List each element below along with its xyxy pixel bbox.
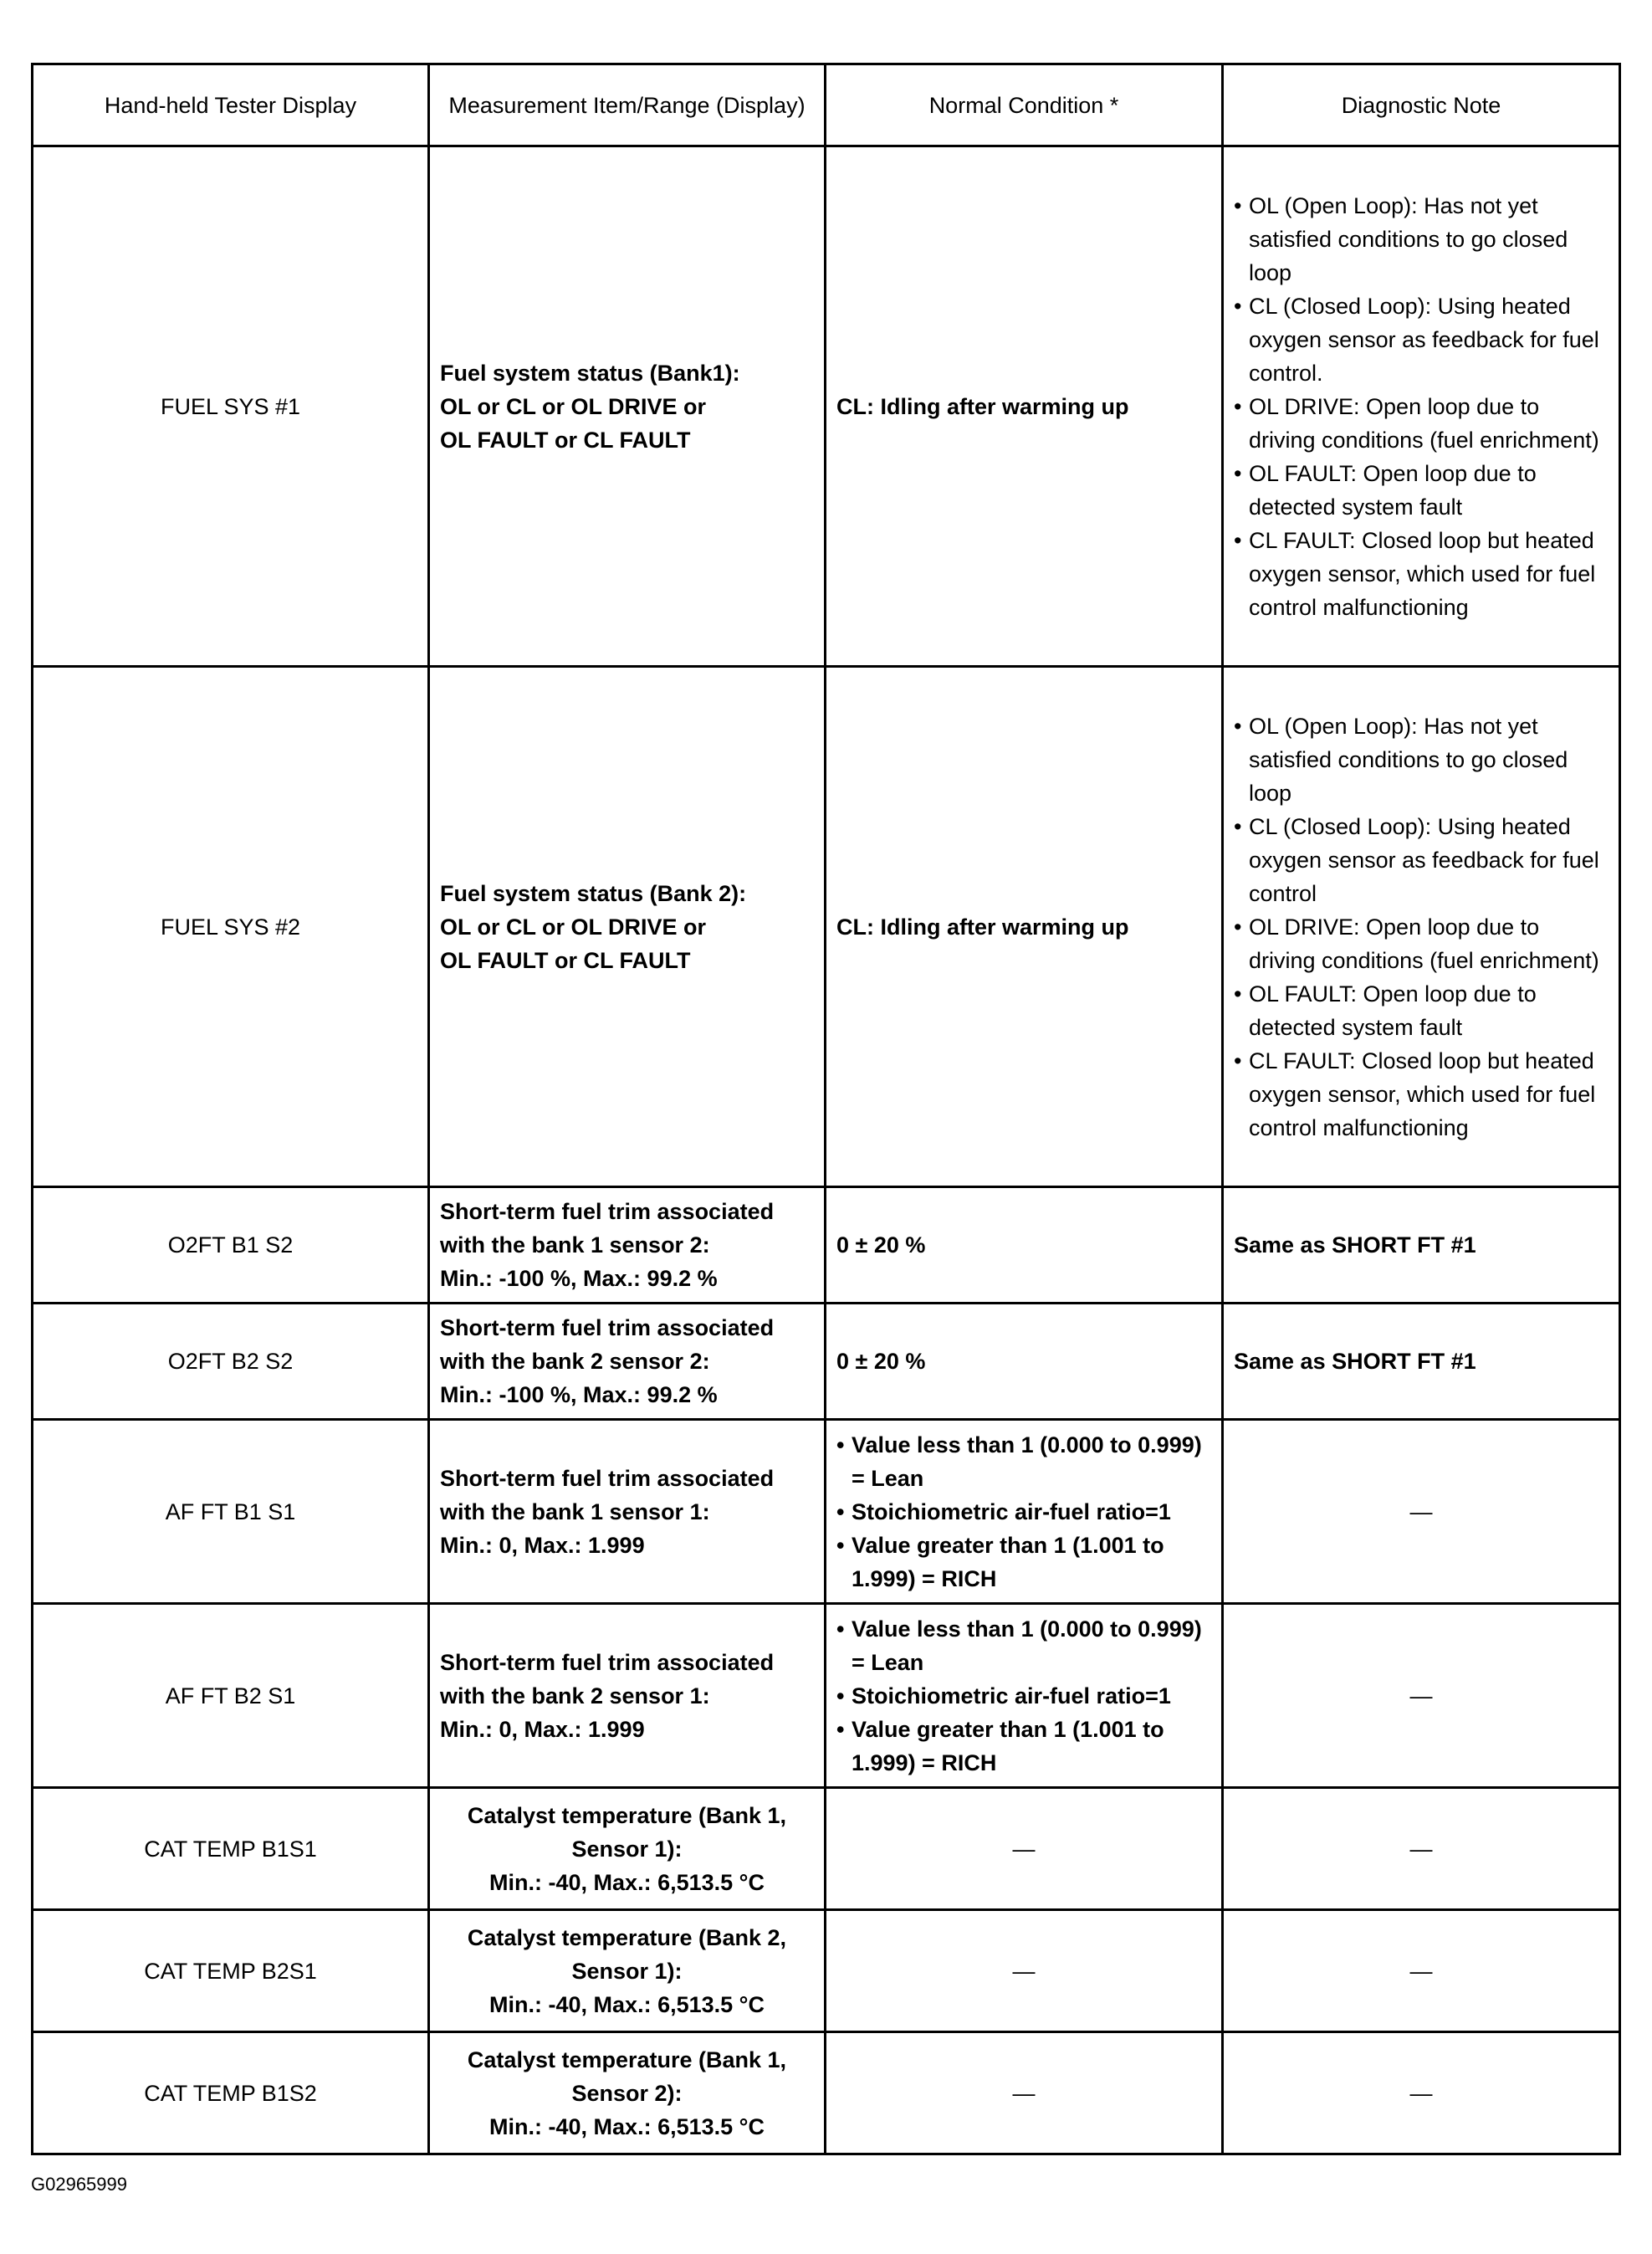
measurement-line: with the bank 2 sensor 1: (440, 1683, 710, 1708)
normal-condition-cell: CL: Idling after warming up (826, 146, 1223, 667)
measurement-line: OL FAULT or CL FAULT (440, 427, 691, 453)
tester-display-cell: FUEL SYS #2 (33, 667, 429, 1187)
measurement-line: Sensor 1): (571, 1958, 683, 1984)
table-row (33, 1187, 1620, 1304)
normal-condition-cell: — (826, 2032, 1223, 2154)
table-row (33, 1604, 1620, 1788)
note-item: • CL (Closed Loop): Using heated oxygen sensor as feedback for fuel control (1234, 810, 1609, 910)
measurement-line: Short-term fuel trim associated (440, 1649, 775, 1675)
note-item: • OL DRIVE: Open loop due to driving conditions (fuel enrichment) (1234, 390, 1609, 457)
condition-item: • Value less than 1 (0.000 to 0.999) = Lean (836, 1428, 1211, 1495)
note-item: • OL DRIVE: Open loop due to driving conditions (fuel enrichment) (1234, 910, 1609, 977)
condition-item: • Value less than 1 (0.000 to 0.999) = Lean (836, 1612, 1211, 1679)
measurement-line: with the bank 2 sensor 2: (440, 1349, 710, 1374)
measurement-cell (429, 1304, 826, 1420)
table-row (33, 667, 1620, 1187)
measurement-line: Min.: 0, Max.: 1.999 (440, 1716, 645, 1742)
condition-item: • Value greater than 1 (1.001 to 1.999) = RICH (836, 1529, 1211, 1596)
note-item: • CL (Closed Loop): Using heated oxygen sensor as feedback for fuel control. (1234, 289, 1609, 390)
measurement-line: Min.: 0, Max.: 1.999 (440, 1532, 645, 1558)
normal-condition-cell: 0 ± 20 % (826, 1304, 1223, 1420)
note-item: • CL FAULT: Closed loop but heated oxygen sensor, which used for fuel control malfunctioning (1234, 1044, 1609, 1145)
measurement-line: Short-term fuel trim associated (440, 1199, 775, 1224)
measurement-line: with the bank 1 sensor 1: (440, 1498, 710, 1524)
diagnostic-note-cell: — (1223, 2032, 1620, 2154)
tester-display-cell: CAT TEMP B1S2 (33, 2032, 429, 2154)
measurement-line: Min.: -100 %, Max.: 99.2 % (440, 1266, 718, 1291)
table-row (33, 146, 1620, 667)
normal-condition-cell (826, 1604, 1223, 1788)
tester-display-cell: O2FT B1 S2 (33, 1187, 429, 1304)
table-row (33, 1304, 1620, 1420)
measurement-cell (429, 1604, 826, 1788)
measurement-cell (429, 1420, 826, 1604)
header-normal-condition: Normal Condition * (826, 64, 1223, 146)
table-row (33, 1420, 1620, 1604)
diagnostic-note-cell: Same as SHORT FT #1 (1223, 1304, 1620, 1420)
measurement-cell (429, 2032, 826, 2154)
measurement-line: Fuel system status (Bank 2): (440, 880, 747, 906)
diagnostic-note-cell: — (1223, 1788, 1620, 1910)
measurement-line: Catalyst temperature (Bank 1, (467, 2047, 787, 2072)
note-item: • OL (Open Loop): Has not yet satisfied conditions to go closed loop (1234, 709, 1609, 810)
measurement-line: with the bank 1 sensor 2: (440, 1232, 710, 1258)
measurement-line: Short-term fuel trim associated (440, 1465, 775, 1491)
note-item: • CL FAULT: Closed loop but heated oxygen sensor, which used for fuel control malfunctioning (1234, 524, 1609, 624)
table-row (33, 1788, 1620, 1910)
tester-display-cell: AF FT B2 S1 (33, 1604, 429, 1788)
normal-condition-cell: — (826, 1788, 1223, 1910)
normal-condition-cell: — (826, 1910, 1223, 2032)
table-header-row (33, 64, 1620, 146)
measurement-cell (429, 1187, 826, 1304)
condition-item: • Stoichiometric air-fuel ratio=1 (836, 1679, 1211, 1713)
measurement-line: Min.: -40, Max.: 6,513.5 °C (489, 2113, 765, 2139)
diagnostic-note-cell: — (1223, 1420, 1620, 1604)
measurement-cell (429, 1910, 826, 2032)
condition-item: • Value greater than 1 (1.001 to 1.999) = RICH (836, 1713, 1211, 1780)
measurement-line: Min.: -40, Max.: 6,513.5 °C (489, 1869, 765, 1895)
measurement-line: Fuel system status (Bank1): (440, 360, 740, 386)
measurement-cell (429, 1788, 826, 1910)
measurement-line: Min.: -40, Max.: 6,513.5 °C (489, 1991, 765, 2017)
data-list-table (31, 63, 1621, 2155)
tester-display-cell: O2FT B2 S2 (33, 1304, 429, 1420)
diagnostic-note-cell: Same as SHORT FT #1 (1223, 1187, 1620, 1304)
measurement-cell (429, 146, 826, 667)
measurement-line: Min.: -100 %, Max.: 99.2 % (440, 1382, 718, 1407)
measurement-line: Sensor 2): (571, 2080, 683, 2106)
tester-display-cell: CAT TEMP B1S1 (33, 1788, 429, 1910)
diagnostic-note-cell: — (1223, 1604, 1620, 1788)
measurement-line: Catalyst temperature (Bank 1, (467, 1802, 787, 1828)
measurement-line: Sensor 1): (571, 1836, 683, 1862)
note-item: • OL FAULT: Open loop due to detected system fault (1234, 457, 1609, 524)
normal-condition-cell (826, 1420, 1223, 1604)
header-diagnostic-note: Diagnostic Note (1223, 64, 1620, 146)
diagnostic-note-cell (1223, 146, 1620, 667)
measurement-line: Short-term fuel trim associated (440, 1315, 775, 1340)
measurement-cell (429, 667, 826, 1187)
normal-condition-cell: CL: Idling after warming up (826, 667, 1223, 1187)
diagnostic-note-cell: — (1223, 1910, 1620, 2032)
tester-display-cell: FUEL SYS #1 (33, 146, 429, 667)
note-item: • OL (Open Loop): Has not yet satisfied conditions to go closed loop (1234, 189, 1609, 289)
table-row (33, 2032, 1620, 2154)
normal-condition-cell: 0 ± 20 % (826, 1187, 1223, 1304)
measurement-line: OL or CL or OL DRIVE or (440, 914, 707, 940)
tester-display-cell: CAT TEMP B2S1 (33, 1910, 429, 2032)
table-row (33, 1910, 1620, 2032)
condition-item: • Stoichiometric air-fuel ratio=1 (836, 1495, 1211, 1529)
header-measurement-item: Measurement Item/Range (Display) (429, 64, 826, 146)
tester-display-cell: AF FT B1 S1 (33, 1420, 429, 1604)
measurement-line: Catalyst temperature (Bank 2, (467, 1924, 787, 1950)
header-tester-display: Hand-held Tester Display (33, 64, 429, 146)
measurement-line: OL FAULT or CL FAULT (440, 947, 691, 973)
note-item: • OL FAULT: Open loop due to detected system fault (1234, 977, 1609, 1044)
measurement-line: OL or CL or OL DRIVE or (440, 393, 707, 419)
figure-id: G02965999 (31, 2174, 127, 2195)
diagnostic-note-cell (1223, 667, 1620, 1187)
